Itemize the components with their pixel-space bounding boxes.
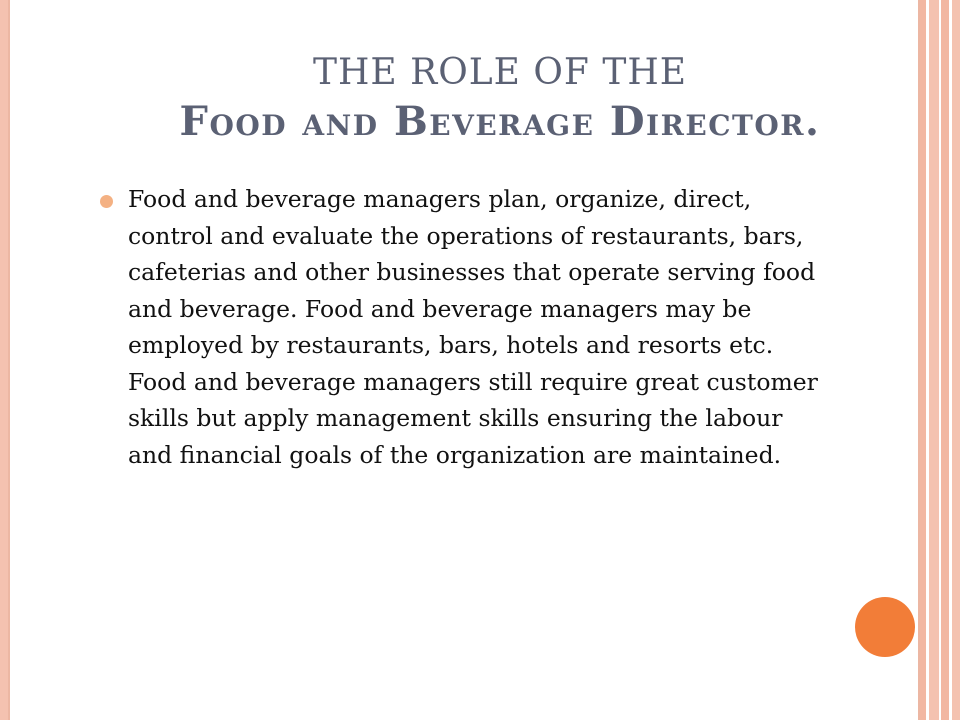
right-decorative-stripes (920, 0, 960, 720)
bullet-text: Food and beverage managers plan, organize, direct, control and evaluate the operations of restaurants, bars, cafeterias and other businesses that operate serving food and beverage. Food and beverage managers may be employed by restaurants, bars, hotels and resorts etc. Food and beverage managers still require great customer skills but apply management skills ensuring the labour and financial goals of the organization are maintained. (128, 185, 818, 469)
title-line-1: THE ROLE OF THE (313, 52, 687, 93)
bullet-item (100, 181, 820, 473)
bullet-dot-icon (100, 195, 113, 208)
title-line-2: Food and Beverage Director. (179, 98, 821, 145)
bullet-list (100, 181, 820, 473)
slide-title (120, 50, 880, 148)
decorative-circle-icon (855, 597, 915, 657)
